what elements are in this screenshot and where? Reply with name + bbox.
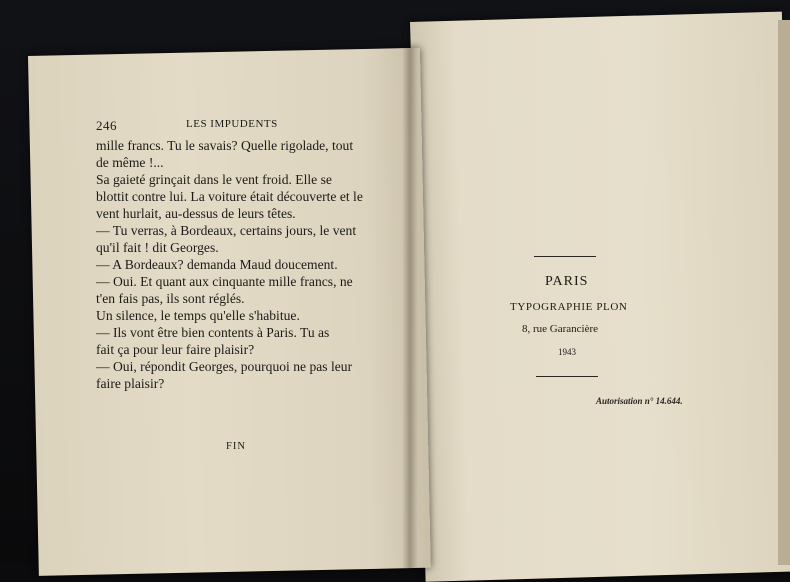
text-line: blottit contre lui. La voiture était découverte et le: [96, 189, 363, 204]
body-text: [96, 137, 371, 392]
book-title-header: LES IMPUDENTS: [186, 118, 278, 130]
print-year: 1943: [558, 347, 576, 357]
text-line: — Tu verras, à Bordeaux, certains jours, le vent: [96, 223, 357, 238]
text-line: t'en fais pas, ils sont réglés.: [96, 291, 245, 306]
city-label: PARIS: [545, 274, 589, 289]
text-line: — Ils vont être bien contents à Paris. Tu as: [96, 325, 330, 340]
printer-address: 8, rue Garancière: [522, 323, 599, 335]
text-line: — Oui, répondit Georges, pourquoi ne pas leur: [96, 359, 353, 374]
text-line: faire plaisir?: [96, 376, 165, 391]
text-line: de même !...: [96, 155, 164, 170]
end-mark: FIN: [226, 441, 246, 452]
text-line: — Oui. Et quant aux cinquante mille francs, ne: [96, 274, 353, 289]
text-line: Un silence, le temps qu'elle s'habitue.: [96, 308, 300, 323]
text-line: fait ça pour leur faire plaisir?: [96, 342, 255, 357]
top-rule: [534, 256, 596, 257]
page-number: 246: [96, 118, 117, 133]
text-line: — A Bordeaux? demanda Maud doucement.: [96, 257, 338, 272]
book-gutter: [402, 48, 418, 568]
printer-name: TYPOGRAPHIE PLON: [510, 301, 628, 313]
text-line: mille francs. Tu le savais? Quelle rigolade, tout: [96, 138, 354, 153]
text-line: Sa gaieté grinçait dans le vent froid. Elle se: [96, 172, 332, 187]
text-line: vent hurlait, au-dessus de leurs têtes.: [96, 206, 296, 221]
text-line: qu'il fait ! dit Georges.: [96, 240, 219, 255]
bottom-rule: [536, 376, 598, 377]
right-page: [410, 12, 790, 582]
page-edge: [778, 20, 790, 565]
authorization-number: Autorisation n° 14.644.: [596, 396, 683, 406]
